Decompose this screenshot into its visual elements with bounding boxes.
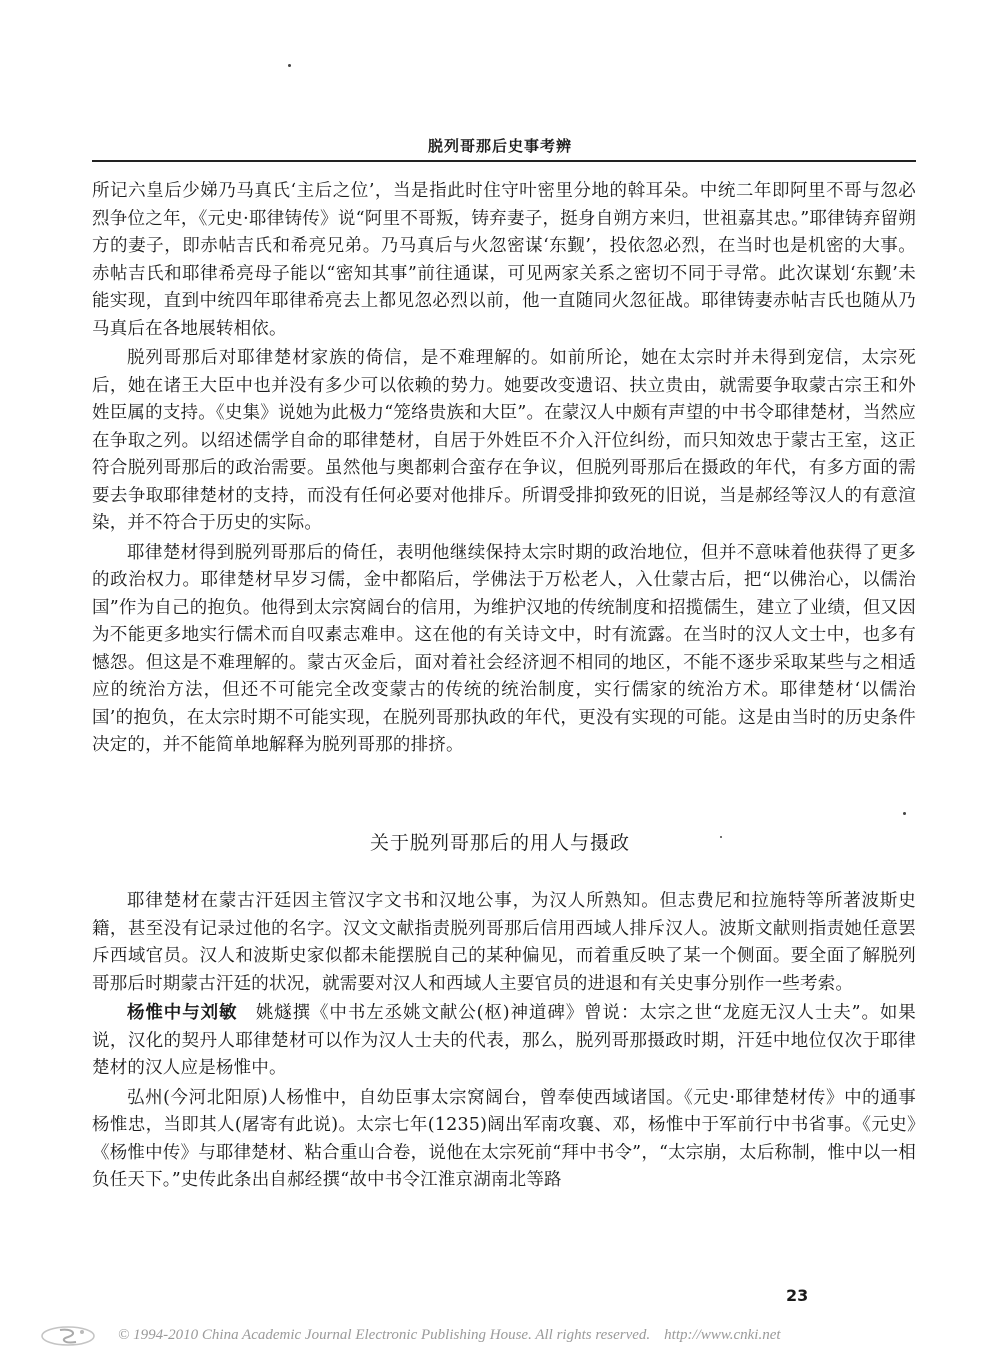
running-head: 脱列哥那后史事考辨 xyxy=(427,137,572,155)
paragraph: 脱列哥那后对耶律楚材家族的倚信，是不难理解的。如前所论，她在太宗时并未得到宠信，太宗死后，她在诸王大臣中也并没有多少可以依赖的势力。她要改变遗诏、扶立贵由，就需要争取蒙古宗王和外姓臣属的支持。《史集》说她为此极力“笼络贵族和大臣”。在蒙汉人中颇有声望的中书令耶律楚材，当然应在争取之列。以绍述儒学自命的耶律楚材，自居于外姓臣不介入汗位纠纷，而只知效忠于蒙古王室，这正符合脱列哥那后的政治需要。虽然他与奥都剌合蛮存在争议，但脱列哥那后在摄政的年代，有多方面的需要去争取耶律楚材的支持，而没有任何必要对他排斥。所谓受排抑致死的旧说，当是郝经等汉人的有意渲染，并不符合于历史的实际。 xyxy=(92,348,916,533)
scan-speck xyxy=(288,64,291,67)
body-text-bottom xyxy=(92,888,916,1197)
cnki-logo-icon xyxy=(38,1324,98,1348)
body-text-top xyxy=(92,178,916,762)
page-number: 23 xyxy=(786,1286,809,1305)
paragraph: 弘州(今河北阳原)人杨惟中，自幼臣事太宗窝阔台，曾奉使西域诸国。《元史·耶律楚材传》中的通事杨惟忠，当即其人(屠寄有此说)。太宗七年(1235)阔出军南攻襄、邓，杨惟中于军前行中书省事。《元史》《杨惟中传》与耶律楚材、粘合重山合卷，说他在太宗死前“拜中书令”，“太宗崩，太后称制，惟中以一相负任天下。”史传此条出自郝经撰“故中书令江淮京湖南北等路 xyxy=(92,1087,916,1190)
paragraph: 所记六皇后少娣乃马真氏‘主后之位’，当是指此时住守叶密里分地的斡耳朵。中统二年即阿里不哥与忽必烈争位之年，《元史·耶律铸传》说“阿里不哥叛，铸弃妻子，挺身自朔方来归，世祖嘉其忠。”耶律铸弃留朔方的妻子，即赤帖吉氏和希亮兄弟。乃马真后与火忽密谋‘东觐’，投依忽必烈，在当时也是机密的大事。赤帖吉氏和耶律希亮母子能以“密知其事”前往通谋，可见两家关系之密切不同于寻常。此次谋划‘东觐’未能实现，直到中统四年耶律希亮去上都见忽必烈以前，他一直随同火忽征战。耶律铸妻赤帖吉氏也随从乃马真后在各地展转相依。 xyxy=(92,181,916,339)
paragraph xyxy=(92,1000,916,1083)
copyright-notice xyxy=(118,1327,781,1344)
header-rule xyxy=(92,160,916,162)
paragraph-text: 姚燧撰《中书左丞姚文献公(枢)神道碑》曾说：太宗之世“龙庭无汉人士夫”。如果说，汉化的契丹人耶律楚材可以作为汉人士夫的代表，那么，脱列哥那摄政时期，汗廷中地位仅次于耶律楚材的汉人应是杨惟中。 xyxy=(92,1003,916,1078)
page-footer xyxy=(0,1324,1000,1350)
run-in-heading: 杨惟中与刘敏 xyxy=(127,1003,238,1023)
paragraph: 耶律楚材得到脱列哥那后的倚任，表明他继续保持太宗时期的政治地位，但并不意味着他获得了更多的政治权力。耶律楚材早岁习儒，金中都陷后，学佛法于万松老人，入仕蒙古后，把“以佛治心，以儒治国”作为自己的抱负。他得到太宗窝阔台的信用，为维护汉地的传统制度和招揽儒生，建立了业绩，但又因为不能更多地实行儒术而自叹素志难申。这在他的有关诗文中，时有流露。在当时的汉人文士中，也多有憾怨。但这是不难理解的。蒙古灭金后，面对着社会经济迥不相同的地区，不能不逐步采取某些与之相适应的统治方法，但还不可能完全改变蒙古的传统的统治制度，实行儒家的统治方术。耶律楚材‘以儒治国’的抱负，在太宗时期不可能实现，在脱列哥那执政的年代，更没有实现的可能。这是由当时的历史条件决定的，并不能简单地解释为脱列哥那的排挤。 xyxy=(92,542,916,755)
paragraph: 耶律楚材在蒙古汗廷因主管汉字文书和汉地公事，为汉人所熟知。但志费尼和拉施特等所著波斯史籍，甚至没有记录过他的名字。汉文文献指责脱列哥那后信用西域人排斥汉人。波斯文献则指责她任意罢斥西域官员。汉人和波斯史家似都未能摆脱自己的某种偏见，而着重反映了某一个侧面。要全面了解脱列哥那后时期蒙古汗廷的状况，就需要对汉人和西域人主要官员的进退和有关史事分别作一些考索。 xyxy=(92,891,916,994)
scan-speck xyxy=(903,812,906,815)
section-heading: 关于脱列哥那后的用人与摄政 xyxy=(369,832,630,854)
cnki-url-link[interactable]: http://www.cnki.net xyxy=(664,1327,781,1343)
copyright-text: © 1994-2010 China Academic Journal Electronic Publishing House. All rights reserved. xyxy=(118,1327,651,1343)
